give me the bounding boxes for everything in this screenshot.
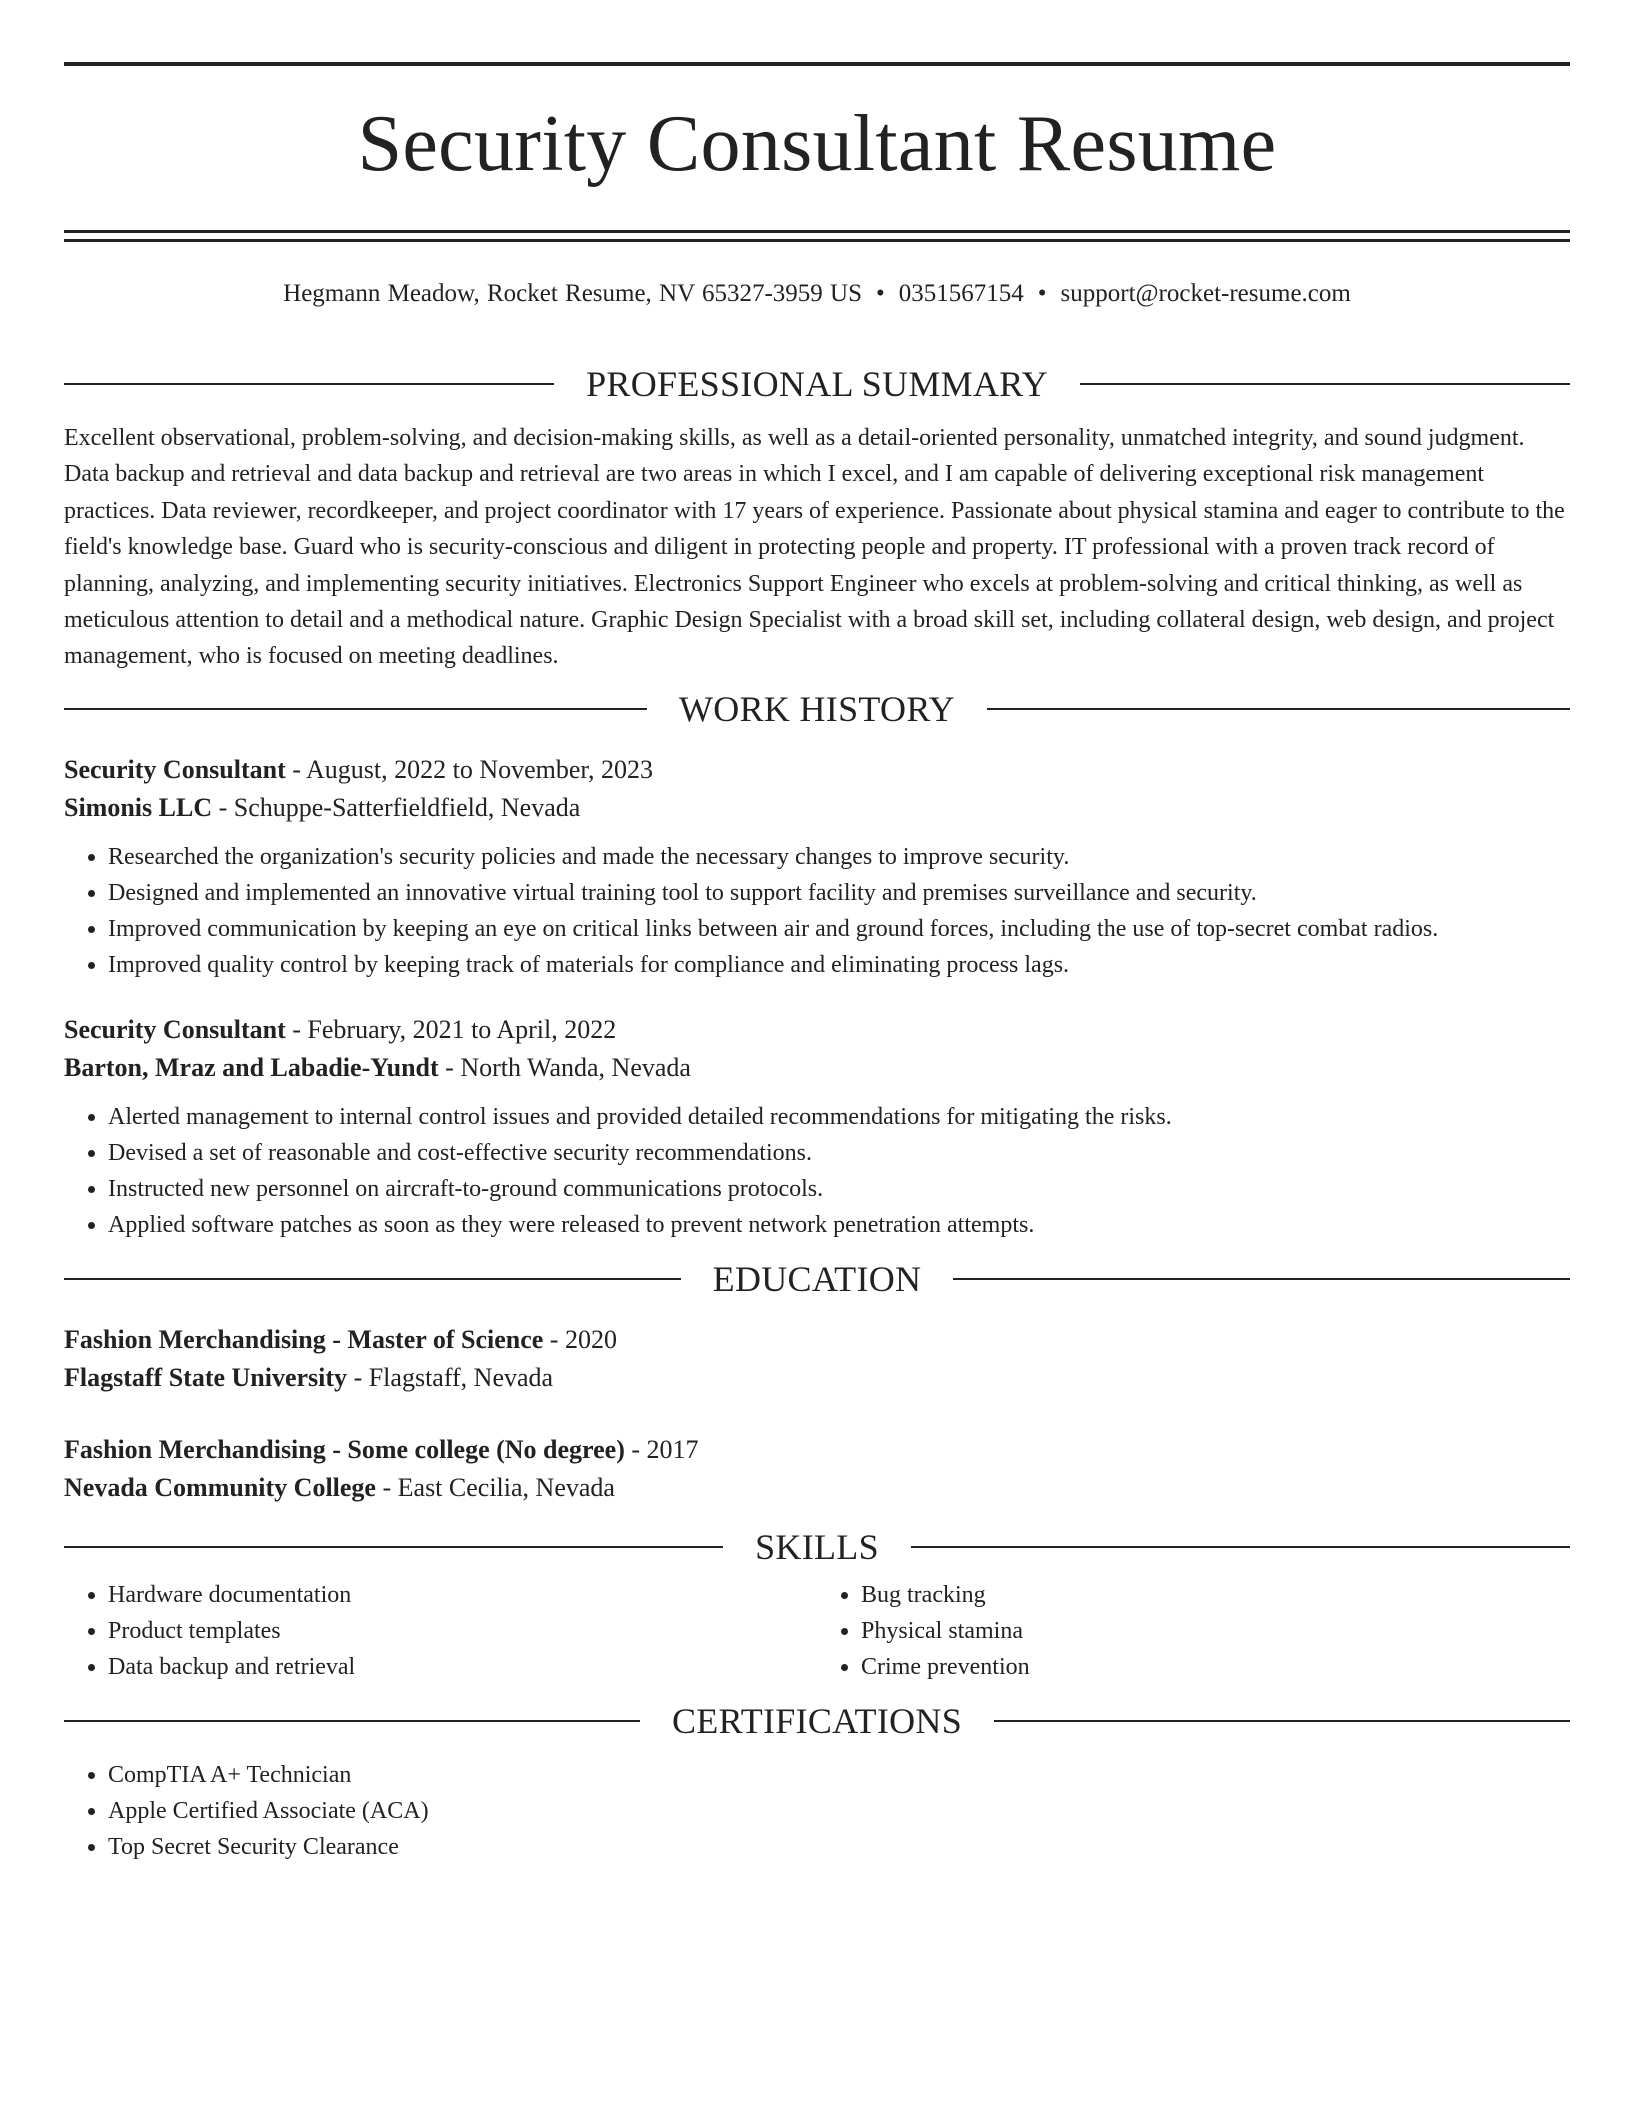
job-title-line [64,1011,1570,1049]
job-dates: - February, 2021 to April, 2022 [285,1014,617,1044]
list-item: • Instructed new personnel on aircraft-to-ground communications protocols. [108,1171,1570,1207]
list-item: • Apple Certified Associate (ACA) [108,1793,1570,1829]
contact-address: Hegmann Meadow, Rocket Resume, NV 65327-3959 US [283,280,862,307]
contact-email: support@rocket-resume.com [1060,280,1351,307]
title-rule [64,230,1570,233]
divider [987,708,1570,710]
section-header-work [64,687,1570,731]
list-item: • Bug tracking [861,1577,1570,1613]
section-title: EDUCATION [712,1258,922,1299]
skills-column-left [64,1577,817,1685]
resume-title: Security Consultant Resume [357,100,1277,188]
contact-separator: • [1037,280,1047,307]
job-title: Security Consultant [64,754,286,784]
job-location: - North Wanda, Nevada [438,1052,691,1082]
divider [1080,383,1570,385]
education-year: - 2017 [624,1434,699,1464]
education-degree: Fashion Merchandising - Master of Science [64,1324,544,1354]
education-degree-line [64,1321,1570,1359]
job-company: Barton, Mraz and Labadie-Yundt [64,1052,439,1082]
job-title: Security Consultant [64,1014,286,1044]
education-entry [64,1431,1570,1507]
section-title: WORK HISTORY [679,688,955,729]
education-school: Nevada Community College [64,1472,376,1502]
resume-page [64,62,1570,1865]
section-header-certifications [64,1699,1570,1743]
education-school: Flagstaff State University [64,1362,348,1392]
divider [953,1278,1570,1280]
job-title-line [64,751,1570,789]
divider [64,1720,640,1722]
divider [911,1546,1570,1548]
certifications-list [64,1757,1570,1865]
list-item: • Designed and implemented an innovative virtual training tool to support facility and premises surveillance and security. [108,875,1570,911]
job-company: Simonis LLC [64,792,213,822]
education-school-line [64,1469,1570,1507]
job-bullets [64,839,1570,983]
job-company-line [64,1049,1570,1087]
section-header-education [64,1257,1570,1301]
list-item: • Data backup and retrieval [108,1649,817,1685]
list-item: • Product templates [108,1613,817,1649]
job-bullets [64,1099,1570,1243]
contact-line [64,280,1570,316]
top-rule [64,62,1570,66]
list-item: • Devised a set of reasonable and cost-effective security recommendations. [108,1135,1570,1171]
education-degree-line [64,1431,1570,1469]
skills-column-right [817,1577,1570,1685]
job-location: - Schuppe-Satterfieldfield, Nevada [212,792,581,822]
contact-separator: • [876,280,885,307]
education-entry [64,1321,1570,1397]
job-dates: - August, 2022 to November, 2023 [285,754,654,784]
divider [994,1720,1570,1722]
job-entry [64,751,1570,983]
list-item: • Researched the organization's security policies and made the necessary changes to improve security. [108,839,1570,875]
contact-phone: 0351567154 [898,280,1024,307]
list-item: • Improved communication by keeping an eye on critical links between air and ground forces, including the use of top-secret combat radios. [108,911,1570,947]
title-rule [64,239,1570,242]
section-header-skills [64,1525,1570,1569]
divider [64,708,647,710]
divider [64,1546,723,1548]
list-item: • Hardware documentation [108,1577,817,1613]
section-title: CERTIFICATIONS [671,1700,963,1741]
education-degree: Fashion Merchandising - Some college (No degree) [64,1434,625,1464]
list-item: • Crime prevention [861,1649,1570,1685]
list-item: • Physical stamina [861,1613,1570,1649]
section-title: SKILLS [755,1526,879,1567]
skills-list [64,1569,1570,1685]
list-item: • Improved quality control by keeping track of materials for compliance and eliminating process lags. [108,947,1570,983]
list-item: • CompTIA A+ Technician [108,1757,1570,1793]
list-item: • Applied software patches as soon as they were released to prevent network penetration attempts. [108,1207,1570,1243]
list-item: • Alerted management to internal control issues and provided detailed recommendations for mitigating the risks. [108,1099,1570,1135]
section-header-summary [64,362,1570,406]
education-year: - 2020 [543,1324,617,1354]
education-location: - Flagstaff, Nevada [347,1362,554,1392]
summary-text: Excellent observational, problem-solving, and decision-making skills, as well as a detail-oriented personality, unmatched integrity, and sound judgment. Data backup and retrieval and data backup and retrieval are two areas in which I excel, and I am capable of delivering exceptional risk management practices. Data reviewer, recordkeeper, and project coordinator with 17 years of experience. Passionate about physical stamina and eager to contribute to the field's knowledge base. Guard who is security-conscious and diligent in protecting people and property. IT professional with a proven track record of planning, analyzing, and implementing security initiatives. Electronics Support Engineer who excels at problem-solving and critical thinking, as well as meticulous attention to detail and a methodical nature. Graphic Design Specialist with a broad skill set, including collateral design, web design, and project management, who is focused on meeting deadlines. [64,425,1565,670]
job-company-line [64,789,1570,827]
divider [64,383,554,385]
education-school-line [64,1359,1570,1397]
job-entry [64,1011,1570,1243]
divider [64,1278,681,1280]
list-item: • Top Secret Security Clearance [108,1829,1570,1865]
section-title: PROFESSIONAL SUMMARY [586,364,1048,404]
education-location: - East Cecilia, Nevada [375,1472,615,1502]
